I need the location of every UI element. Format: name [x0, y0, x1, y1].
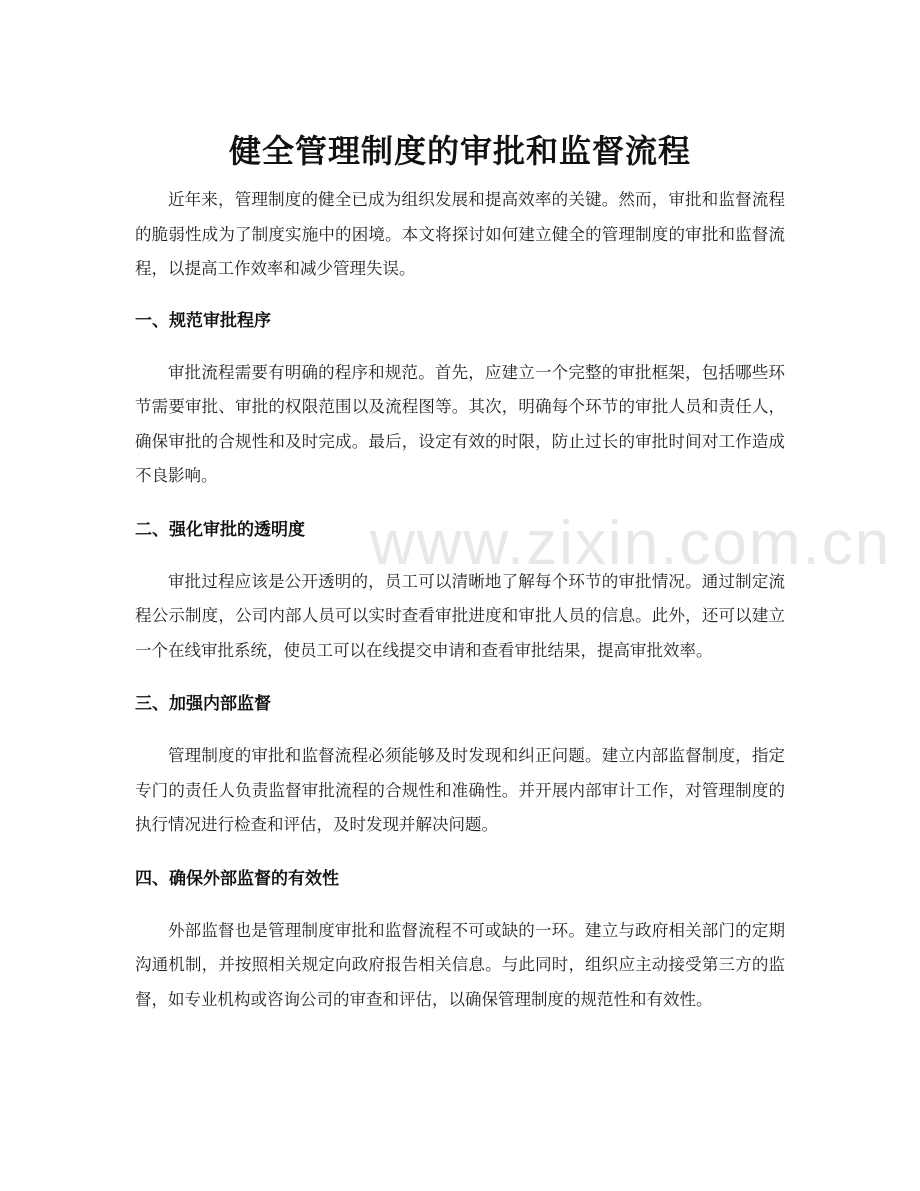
intro-paragraph: 近年来，管理制度的健全已成为组织发展和提高效率的关键。然而，审批和监督流程的脆弱性成为了制度实施中的困境。本文将探讨如何建立健全的管理制度的审批和监督流程，以提高工作效率和减少管理失误。: [135, 190, 785, 278]
document-body: [135, 183, 785, 1017]
section-paragraph-3: 管理制度的审批和监督流程必须能够及时发现和纠正问题。建立内部监督制度，指定专门的责任人负责监督审批流程的合规性和准确性。并开展内部审计工作，对管理制度的执行情况进行检查和评估，及时发现并解决问题。: [135, 746, 785, 834]
document-title: 健全管理制度的审批和监督流程: [228, 132, 691, 171]
section-paragraph-2: 审批过程应该是公开透明的，员工可以清晰地了解每个环节的审批情况。通过制定流程公示制度，公司内部人员可以实时查看审批进度和审批人员的信息。此外，还可以建立一个在线审批系统，使员工可以在线提交申请和查看审批结果，提高审批效率。: [135, 571, 785, 660]
section-heading-2: 二、强化审批的透明度: [135, 519, 305, 540]
section-paragraph-1: 审批流程需要有明确的程序和规范。首先，应建立一个完整的审批框架，包括哪些环节需要审批、审批的权限范围以及流程图等。其次，明确每个环节的审批人员和责任人，确保审批的合规性和及时完成。最后，设定有效的时限，防止过长的审批时间对工作造成不良影响。: [135, 362, 785, 485]
watermark: www.zixin.com.cn: [370, 509, 892, 578]
section-heading-4: 四、确保外部监督的有效性: [135, 868, 339, 889]
section-heading-1: 一、规范审批程序: [135, 310, 271, 331]
section-paragraph-4: 外部监督也是管理制度审批和监督流程不可或缺的一环。建立与政府相关部门的定期沟通机制，并按照相关规定向政府报告相关信息。与此同时，组织应主动接受第三方的监督，如专业机构或咨询公司的审查和评估，以确保管理制度的规范性和有效性。: [135, 920, 785, 1009]
section-heading-3: 三、加强内部监督: [135, 694, 271, 714]
